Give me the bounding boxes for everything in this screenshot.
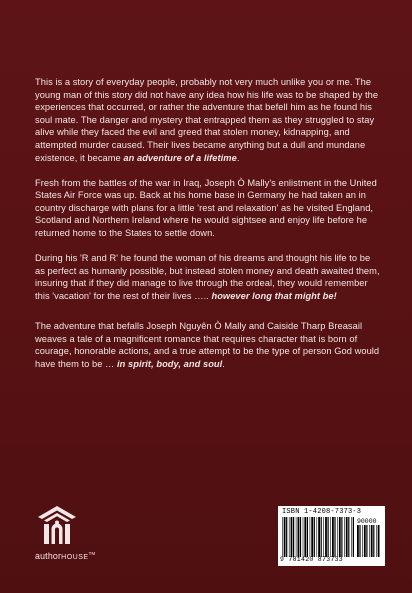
isbn-barcode xyxy=(278,506,385,566)
barcode-bar xyxy=(337,517,338,557)
barcode-bar xyxy=(328,517,329,557)
price-supplement-code: 90000 xyxy=(357,518,377,525)
barcode-bar xyxy=(362,525,363,557)
blurb-paragraph-4 xyxy=(35,320,380,370)
barcode-bar xyxy=(304,517,306,557)
barcode-bar xyxy=(339,517,341,557)
blurb-paragraph-3 xyxy=(35,252,380,302)
blurb-text xyxy=(35,76,380,383)
publisher-name xyxy=(35,551,95,561)
barcode-bar xyxy=(307,517,308,557)
house-logo-icon xyxy=(37,505,77,547)
blurb-paragraph-2 xyxy=(35,177,380,240)
barcode-bar xyxy=(318,517,320,557)
blurb-paragraph-1-text: This is a story of everyday people, probably not very much unlike you or me. The young man of this story did not have any idea how his life was to be shaped by the experiences that occurred, or rather the adventure that befell him as he found his soul mate. The danger and mystery that entrapped them as they struggled to stay alive while they faced the evil and greed that stolen money, kidnapping, and attempted murder caused. Their lives became anything but a dull and mundane existence, it became xyxy=(35,77,379,163)
blurb-paragraph-4-text: The adventure that befalls Joseph Nguyên Ò Mally and Caiside Tharp Breasail weaves a tale of a magnificent romance that requires character that is born of courage, honorable actions, and a true attempt to be the type of person God would have them to be … xyxy=(35,321,380,370)
barcode-bar xyxy=(369,525,370,557)
barcode-bar xyxy=(344,517,345,557)
barcode-bar xyxy=(353,517,354,557)
blurb-paragraph-2-text: Fresh from the battles of the war in Iraq, Joseph Ò Mally's enlistment in the United States Air Force was up. Back at his home base in Germany he had taken an in country discharge with plans for a little 'rest and relaxation' as he visited England, Scotland and Northern Ireland where he would sightsee and enjoy life before he returned home to the States to settle down. xyxy=(35,177,377,238)
ean-barcode-bars xyxy=(282,517,354,557)
barcode-bar xyxy=(351,517,352,557)
blurb-paragraph-1 xyxy=(35,76,380,164)
barcode-bar xyxy=(289,517,290,557)
barcode-bar xyxy=(296,517,297,557)
barcode-bar xyxy=(332,517,334,557)
barcode-bar xyxy=(371,525,373,557)
barcode-bar xyxy=(359,525,360,557)
barcode-bar xyxy=(291,517,293,557)
barcode-bar xyxy=(300,517,301,557)
barcode-bar xyxy=(378,525,380,557)
publisher-trademark: TM xyxy=(88,551,96,557)
barcode-bar xyxy=(314,517,315,557)
blurb-paragraph-3-emphasis: however long that might be! xyxy=(211,290,337,301)
barcode-bar xyxy=(330,517,331,557)
barcode-bar xyxy=(282,517,283,557)
blurb-paragraph-1-end: . xyxy=(236,152,240,163)
barcode-bar xyxy=(357,525,359,557)
barcode-bar xyxy=(311,517,313,557)
barcode-bar xyxy=(323,517,324,557)
ean-number: 9 781420 873733 xyxy=(280,556,344,563)
barcode-bar xyxy=(373,525,374,557)
blurb-paragraph-4-emphasis: in spirit, body, and soul xyxy=(117,359,223,370)
publisher-name-prefix: author xyxy=(35,551,62,561)
barcode-bar xyxy=(286,517,287,557)
barcode-bar xyxy=(317,517,318,557)
barcode-bar xyxy=(303,517,304,557)
barcode-bar xyxy=(364,525,366,557)
publisher-name-house: HOUSE xyxy=(61,554,89,561)
barcode-bar xyxy=(366,525,367,557)
blurb-paragraph-4-end: . xyxy=(222,359,225,370)
blurb-paragraph-3-text: During his 'R and R' he found the woman of his dreams and thought his life to be as perfect as humanly possible, but instead stolen money and death awaited them, insuring that if they did manage to live through the ordeal, they would remember this 'vacation' for the rest of their lives ….. xyxy=(35,252,380,301)
barcode-bar xyxy=(348,517,349,557)
barcode-bar xyxy=(321,517,322,557)
barcode-bar xyxy=(334,517,335,557)
barcode-bar xyxy=(341,517,342,557)
barcode-bar xyxy=(346,517,348,557)
supplement-barcode-bars xyxy=(357,525,381,557)
barcode-bar xyxy=(293,517,294,557)
barcode-bar xyxy=(376,525,377,557)
barcode-bar xyxy=(298,517,300,557)
isbn-number: ISBN 1-4208-7373-3 xyxy=(282,508,362,516)
barcode-bar xyxy=(284,517,286,557)
barcode-bar xyxy=(325,517,327,557)
barcode-bar xyxy=(310,517,311,557)
publisher-logo xyxy=(35,505,105,567)
blurb-paragraph-1-emphasis: an adventure of a lifetime xyxy=(123,152,237,163)
